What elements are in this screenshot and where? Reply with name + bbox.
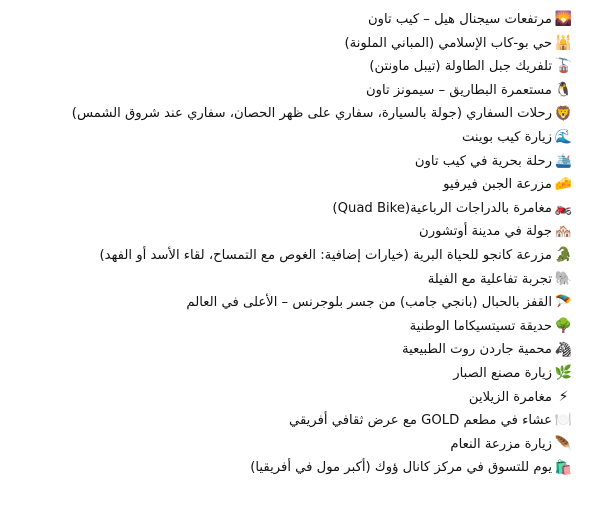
list-item xyxy=(0,32,572,56)
list-item-text: مغامرة الزيلاين xyxy=(468,389,552,405)
list-item xyxy=(0,126,572,150)
herb-icon: 🌿 xyxy=(554,365,573,382)
list-item xyxy=(0,220,572,244)
list-item-text: عشاء في مطعم GOLD مع عرض ثقافي أفريقي xyxy=(288,413,552,429)
houses-icon: 🏘️ xyxy=(554,223,573,240)
list-item-text: رحلة بحرية في كيب تاون xyxy=(414,153,552,169)
parachute-icon: 🪂 xyxy=(554,294,573,311)
list-item xyxy=(0,338,572,362)
sunrise-mountain-icon: 🌄 xyxy=(554,11,573,28)
list-item-text: محمية جاردن روت الطبيعية xyxy=(402,342,552,358)
list-item xyxy=(0,433,572,457)
list-item xyxy=(0,456,572,480)
list-item xyxy=(0,150,572,174)
list-item-text: زيارة مزرعة النعام xyxy=(450,436,552,452)
lion-icon: 🦁 xyxy=(554,105,573,122)
list-item-text: يوم للتسوق في مركز كانال ؤوك (أكبر مول في أفريقيا) xyxy=(250,460,552,476)
list-item-text: تلفريك جبل الطاولة (تيبل ماونتن) xyxy=(369,59,552,75)
list-item-text: حديقة تسيتسيكاما الوطنية xyxy=(409,318,552,334)
list-item xyxy=(0,362,572,386)
penguin-icon: 🐧 xyxy=(554,82,573,99)
list-item xyxy=(0,386,572,410)
list-item-text: مزرعة الجبن فيرفيو xyxy=(443,177,552,193)
list-item-text: مغامرة بالدراجات الرباعية(Quad Bike) xyxy=(332,200,552,216)
list-item xyxy=(0,315,572,339)
lightning-icon: ⚡ xyxy=(558,388,569,405)
list-item xyxy=(0,197,572,221)
plate-cutlery-icon: 🍽️ xyxy=(554,412,573,429)
list-item xyxy=(0,409,572,433)
wave-icon: 🌊 xyxy=(554,129,573,146)
feather-icon: 🪶 xyxy=(554,435,573,452)
list-item-text: زيارة مصنع الصبار xyxy=(453,365,552,381)
tree-icon: 🌳 xyxy=(554,318,573,335)
list-item xyxy=(0,244,572,268)
list-item xyxy=(0,8,572,32)
zebra-icon: 🦓 xyxy=(554,341,573,358)
list-item-text: جولة في مدينة أوتشورن xyxy=(419,224,552,240)
list-item-text: مزرعة كانجو للحياة البرية (خيارات إضافية: الغوص مع التمساح، لقاء الأسد أو الفهد) xyxy=(99,247,552,263)
list-item xyxy=(0,268,572,292)
list-item-text: زيارة كيب بوينت xyxy=(461,129,552,145)
list-item-text: القفز بالحبال (بانجي جامب) من جسر بلوجرنس – الأعلى في العالم xyxy=(186,295,552,311)
cheese-icon: 🧀 xyxy=(554,176,573,193)
list-item xyxy=(0,173,572,197)
shopping-bags-icon: 🛍️ xyxy=(554,459,573,476)
list-item-text: رحلات السفاري (جولة بالسيارة، سفاري على ظهر الحصان، سفاري عند شروق الشمس) xyxy=(71,106,552,122)
ship-icon: 🛳️ xyxy=(554,152,573,169)
list-item xyxy=(0,291,572,315)
activities-list xyxy=(0,8,572,480)
mosque-icon: 🕌 xyxy=(554,34,573,51)
list-item-text: مرتفعات سيجنال هيل – كيب تاون xyxy=(367,12,552,27)
list-item-text: تجربة تفاعلية مع الفيلة xyxy=(427,271,552,287)
motorcycle-icon: 🏍️ xyxy=(554,200,573,217)
list-item-text: مستعمرة البطاريق – سيمونز تاون xyxy=(365,82,552,98)
list-item xyxy=(0,102,572,126)
list-item xyxy=(0,55,572,79)
list-item-text: حي بو-كاب الإسلامي (المباني الملونة) xyxy=(344,35,552,51)
crocodile-icon: 🐊 xyxy=(554,247,573,264)
list-item xyxy=(0,79,572,103)
cable-car-icon: 🚡 xyxy=(554,58,573,75)
elephant-icon: 🐘 xyxy=(554,270,573,287)
